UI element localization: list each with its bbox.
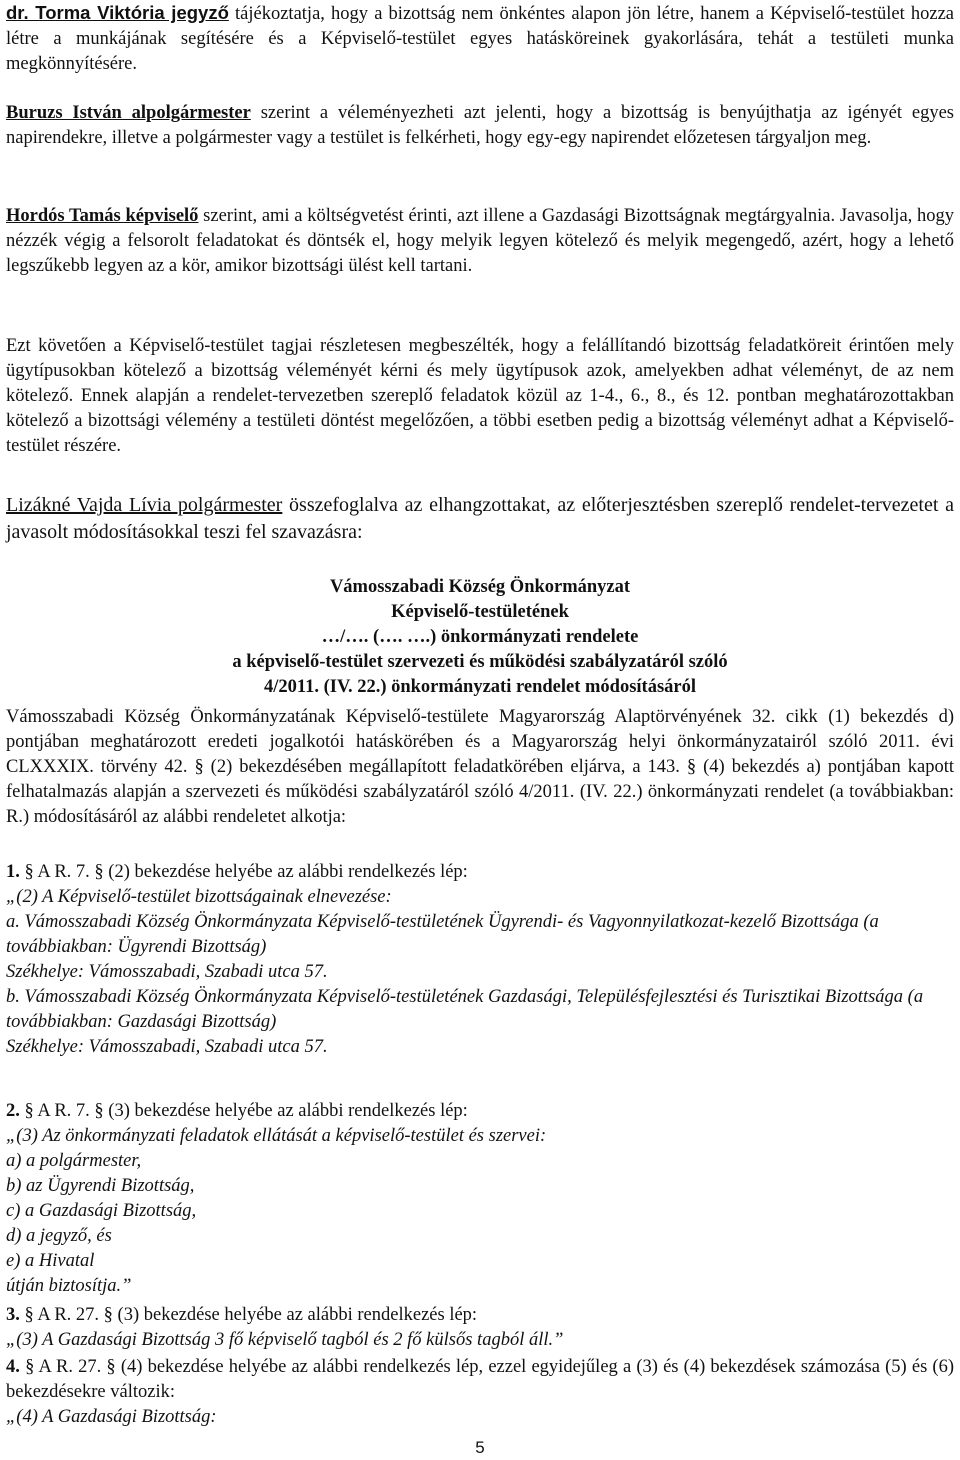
list-item: e) a Hivatal — [6, 1251, 95, 1271]
decree-section-2 — [6, 1099, 954, 1299]
section-number: 1. — [6, 862, 20, 882]
section-text: § A R. 27. § (3) bekezdése helyébe az alábbi rendelkezés lép: — [24, 1305, 478, 1325]
paragraph-discussion — [6, 334, 954, 459]
paragraph-alpolgarmester — [6, 101, 954, 151]
paragraph-polgarmester — [6, 492, 954, 546]
speaker-name: Buruzs István alpolgármester — [6, 103, 251, 123]
section-quote: „(4) A Gazdasági Bizottság: — [6, 1407, 217, 1427]
decree-title-line: Képviselő-testületének — [391, 602, 569, 622]
list-item: d) a jegyző, és — [6, 1226, 112, 1246]
section-quote: b. Vámosszabadi Község Önkormányzata Képviselő-testületének Gazdasági, Településfejlesztési és Turisztikai Bizottsága (a továbbiakban: Gazdasági Bizottság) — [6, 987, 924, 1032]
section-number: 3. — [6, 1305, 20, 1325]
list-item: c) a Gazdasági Bizottság, — [6, 1201, 197, 1221]
decree-title-line: Vámosszabadi Község Önkormányzat — [329, 577, 631, 597]
decree-preamble — [6, 705, 954, 830]
paragraph-text-2: Javasolja, hogy nézzék végig a felsorolt feladatokat és döntsék el, hogy melyik legyen kötelező és melyik megengedő, azért, hogy a lehető legszűkebb legyen az a kör, amikor bizottsági ülést kell tartani. — [6, 206, 955, 276]
speaker-name: Hordós Tamás képviselő — [6, 206, 199, 226]
section-quote: „(2) A Képviselő-testület bizottságainak elnevezése: — [6, 887, 392, 907]
section-text: § A R. 27. § (4) bekezdése helyébe az alábbi rendelkezés lép, ezzel egyidejűleg a (3) és (4) bekezdések számozása (5) és (6) bekezdésekre változik: — [6, 1357, 955, 1402]
paragraph-jegyzo — [6, 0, 954, 77]
section-quote: Székhelye: Vámosszabadi, Szabadi utca 57. — [6, 1037, 328, 1057]
preamble-text: Vámosszabadi Község Önkormányzatának Képviselő-testülete Magyarország Alaptörvényének 32. cikk (1) bekezdés d) pontjában meghatározott eredeti jogalkotói hatáskörében és a Magyarország helyi önkormányzatairól szóló 2011. évi CLXXXIX. törvény 42. § (2) bekezdésében megállapított feladatkörében eljárva, a 143. § (4) bekezdés a) pontjában kapott felhatalmazás alapján a szervezeti és működési szabályzatáról szóló 4/2011. (IV. 22.) önkormányzati rendelet (a továbbiakban: R.) módosításáról az alábbi rendeletet alkotja: — [6, 707, 954, 827]
section-quote: Székhelye: Vámosszabadi, Szabadi utca 57. — [6, 962, 328, 982]
section-quote: a. Vámosszabadi Község Önkormányzata Képviselő-testületének Ügyrendi- és Vagyonnyilatkozat-kezelő Bizottsága (a továbbiakban: Ügyrendi Bizottság) — [6, 912, 879, 957]
section-text: § A R. 7. § (3) bekezdése helyébe az alábbi rendelkezés lép: — [24, 1101, 468, 1121]
section-number: 2. — [6, 1101, 20, 1121]
speaker-name: Lizákné Vajda Lívia polgármester — [6, 494, 283, 516]
decree-title — [6, 575, 954, 700]
list-item: a) a polgármester, — [6, 1151, 142, 1171]
paragraph-text: tájékoztatja, hogy a bizottság nem önkéntes alapon jön létre, hanem a Képviselő-testület hozza létre a munkájának segítésére és a Képviselő-testület egyes hatásköreinek gyakorlására, tehát a testületi munka megkönnyítésére. — [6, 4, 955, 74]
speaker-name: dr. Torma Viktória jegyző — [6, 2, 229, 23]
section-text: § A R. 7. § (2) bekezdése helyébe az alábbi rendelkezés lép: — [24, 862, 468, 882]
decree-section-4 — [6, 1355, 954, 1430]
paragraph-text: összefoglalva az elhangzottakat, az előterjesztésben szereplő rendelet-tervezetet a javasolt módosításokkal teszi fel szavazásra: — [6, 494, 954, 543]
list-item: b) az Ügyrendi Bizottság, — [6, 1176, 195, 1196]
section-quote: „(3) A Gazdasági Bizottság 3 fő képviselő tagból és 2 fő külsős tagból áll.” — [6, 1330, 564, 1350]
paragraph-text: szerint a véleményezheti azt jelenti, hogy a bizottság is benyújthatja az igényét egyes napirendekre, illetve a polgármester vagy a testület is felkérheti, hogy egy-egy napirendet előzetesen tárgyaljon meg. — [6, 103, 954, 148]
decree-title-line: a képviselő-testület szervezeti és működési szabályzatáról szóló — [232, 652, 728, 672]
list-item: útján biztosítja.” — [6, 1276, 132, 1296]
decree-title-line: …/…. (…. ….) önkormányzati rendelete — [321, 627, 639, 647]
paragraph-kepviselo — [6, 204, 954, 279]
paragraph-text: Ezt követően a Képviselő-testület tagjai részletesen megbeszélték, hogy a felállítandó bizottság feladatköreit érintően mely ügytípusokban kötelező a bizottság véleményét kérni és mely ügytípusok azok, amelyekben adhat véleményt, de az nem kötelező. Ennek alapján a rendelet-tervezetben szereplő feladatok közül az 1-4., 6., 8., és 12. pontban meghatározottakban kötelező a bizottsági vélemény a testületi döntést megelőzően, a többi esetben pedig a bizottság véleményt adhat a Képviselő-testület részére. — [6, 336, 954, 456]
decree-section-1 — [6, 860, 954, 1060]
decree-title-line: 4/2011. (IV. 22.) önkormányzati rendelet módosításáról — [263, 677, 696, 697]
section-quote: „(3) Az önkormányzati feladatok ellátását a képviselő-testület és szervei: — [6, 1126, 547, 1146]
decree-section-3 — [6, 1303, 954, 1353]
page-number: 5 — [475, 1438, 485, 1457]
paragraph-text: szerint, ami a költségvetést érinti, azt illene a Gazdasági Bizottságnak megtárgyalnia. — [198, 206, 836, 226]
section-number: 4. — [6, 1357, 20, 1377]
